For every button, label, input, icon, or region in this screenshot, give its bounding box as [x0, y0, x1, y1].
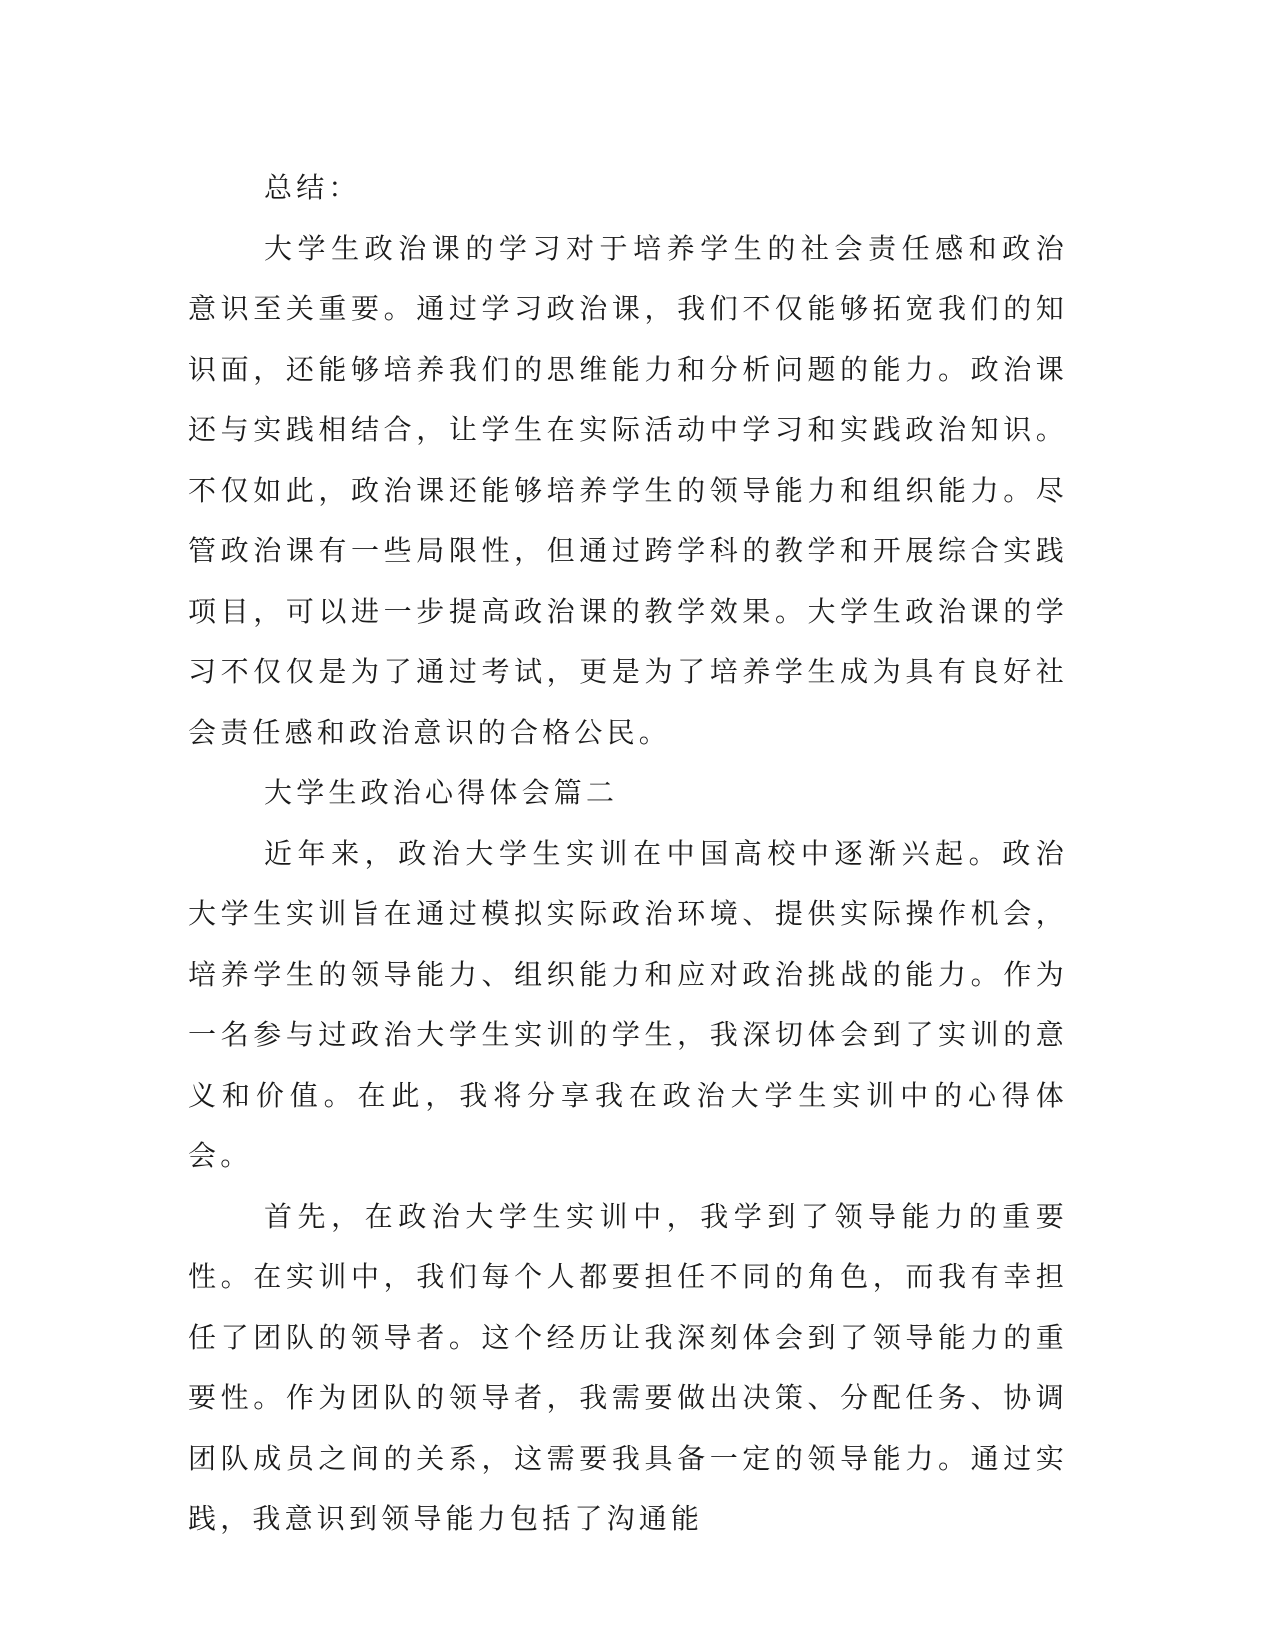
summary-heading: 总结： — [264, 171, 361, 204]
leadership-paragraph: 首先，在政治大学生实训中，我学到了领导能力的重要性。在实训中，我们每个人都要担任不同的角色，而我有幸担任了团队的领导者。这个经历让我深刻体会到了领导能力的重要性。作为团队的领导者，我需要做出决策、分配任务、协调团队成员之间的关系，这需要我具备一定的领导能力。通过实践，我意识到领导能力包括了沟通能 — [188, 1199, 1068, 1535]
summary-paragraph: 大学生政治课的学习对于培养学生的社会责任感和政治意识至关重要。通过学习政治课，我们不仅能够拓宽我们的知识面，还能够培养我们的思维能力和分析问题的能力。政治课还与实践相结合，让学生在实际活动中学习和实践政治知识。不仅如此，政治课还能够培养学生的领导能力和组织能力。尽管政治课有一些局限性，但通过跨学科的教学和开展综合实践项目，可以进一步提高政治课的教学效果。大学生政治课的学习不仅仅是为了通过考试，更是为了培养学生成为具有良好社会责任感和政治意识的合格公民。 — [188, 231, 1068, 749]
intro-paragraph: 近年来，政治大学生实训在中国高校中逐渐兴起。政治大学生实训旨在通过模拟实际政治环境、提供实际操作机会，培养学生的领导能力、组织能力和应对政治挑战的能力。作为一名参与过政治大学生实训的学生，我深切体会到了实训的意义和价值。在此，我将分享我在政治大学生实训中的心得体会。 — [188, 836, 1068, 1172]
summary-section — [188, 158, 1068, 1550]
section-title: 大学生政治心得体会篇二 — [264, 776, 619, 809]
